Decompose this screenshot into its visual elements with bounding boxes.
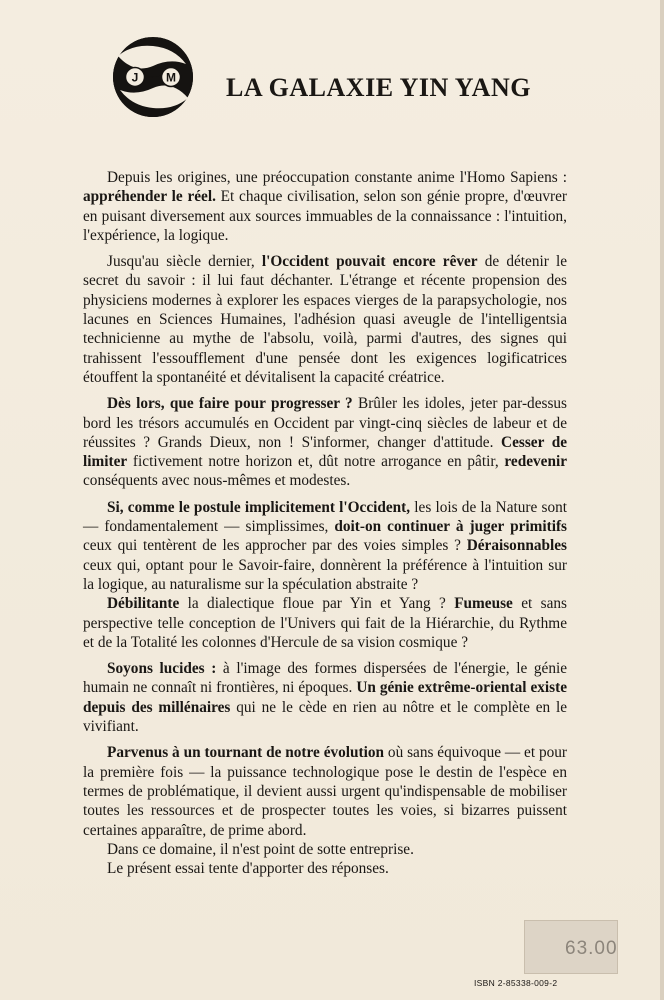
logo-letter-j: J — [131, 70, 139, 85]
p7-text-a: où sans équivoque — et pour la première fois — la puissance technologique pose le destin de l'espèce en termes de problématique, il devient aussi urgent qu'indispensable de mobiliser toutes les ressources et de prospecter toutes les voies, si bizarres puissent certaines apparaître, de prime abord. — [83, 744, 567, 839]
p4-bold-1: Si, comme le postule implicitement l'Occident, — [107, 498, 411, 516]
yin-yang-logo — [112, 36, 194, 118]
paragraph-8: Dans ce domaine, il n'est point de sotte entreprise. — [107, 840, 414, 858]
paragraph-3 — [83, 394, 567, 490]
p3-text-d: conséquents avec nous-mêmes et modestes. — [83, 472, 351, 490]
isbn-number: ISBN 2-85338-009-2 — [474, 978, 558, 988]
paragraph-1 — [83, 168, 567, 245]
p4-bold-2: doit-on continuer à juger primitifs — [334, 518, 567, 536]
p1-bold-1: appréhender le réel. — [83, 188, 216, 206]
p2-text-c: de détenir le secret du savoir : il lui faut déchanter. L'étrange et récente propension des physiciens modernes à explorer les espaces vierges de la parapsychologie, nos lacunes en Sciences Humaines, l'adhésion quasi aveugle de l'intelligentsia technicienne au mythe de l'absolu, voilà, parmi d'autres, des signes qui trahissent l'essoufflement d'une pensée dont les exigences logificatrices étouffent la spontanéité et dévitalisent la capacité créatrice. — [83, 253, 567, 386]
page-edge — [660, 0, 664, 1000]
paragraph-2 — [83, 252, 567, 387]
p1-text-a: Depuis les origines, une préoccupation constante anime l'Homo Sapiens : — [107, 169, 567, 186]
p4-text-c: ceux qui tentèrent de les approcher par des voies simples ? — [83, 537, 467, 555]
blurb-text — [83, 168, 567, 878]
p4-text-a: les lois de la Nature sont — fondamentalement — simplissimes, — [83, 498, 567, 536]
p3-bold-3: redevenir — [504, 453, 567, 471]
p2-bold-1: l'Occident pouvait encore rêver — [261, 253, 478, 271]
p7-bold-1: Parvenus à un tournant de notre évolution — [107, 744, 385, 762]
paragraph-9: Le présent essai tente d'apporter des réponses. — [107, 860, 389, 878]
p5-bold-2: Fumeuse — [454, 595, 513, 613]
p5-text-c: et sans perspective telle conception de l'Univers qui fait de la Hiérarchie, du Rythme et de la Totalité les colonnes d'Hercule de sa vision cosmique ? — [83, 595, 567, 651]
p6-text-a: à l'image des formes dispersées de l'énergie, le génie humain ne connaît ni frontières, ni époques. — [83, 660, 568, 697]
paragraph-6 — [83, 659, 567, 736]
book-title: LA GALAXIE YIN YANG — [226, 73, 531, 102]
paragraph-7 — [83, 743, 567, 839]
p5-text-a: la dialectique floue par Yin et Yang ? — [179, 595, 455, 613]
p6-bold-2: Un génie extrême-oriental existe depuis des millénaires — [83, 679, 567, 716]
p3-bold-1: Dès lors, que faire pour progresser ? — [107, 395, 353, 413]
price-sticker — [524, 920, 618, 974]
p3-text-a: Brûler les idoles, jeter par-dessus bord les trésors accumulés en Occident par vingt-cinq siècles de labeur et de réussites ? Grands Dieux, non ! S'informer, changer d'attitude. — [83, 395, 568, 451]
p2-text-a: Jusqu'au siècle dernier, — [107, 253, 262, 271]
p4-text-d: ceux qui, optant pour le Savoir-faire, donnèrent la préférence à l'intuition sur la logique, au naturalisme sur la spéculation abstraite ? — [83, 556, 567, 593]
p6-bold-1: Soyons lucides : — [107, 660, 217, 678]
p5-bold-1: Débilitante — [107, 595, 180, 613]
p4-bold-3: Déraisonnables — [466, 537, 567, 555]
p3-text-c: fictivement notre horizon et, dût notre arrogance en pâtir, — [127, 453, 505, 471]
price-value: 63.00 — [565, 938, 618, 959]
paragraph-5 — [83, 594, 567, 652]
p6-text-c: qui ne le cède en rien au nôtre et le complète en le vivifiant. — [83, 698, 568, 736]
p3-bold-2: Cesser de limiter — [83, 433, 567, 471]
paragraph-4 — [83, 498, 567, 594]
logo-letter-m: M — [166, 70, 176, 85]
p1-text-c: Et chaque civilisation, selon son génie propre, d'œuvrer en puisant diversement aux sources immuables de la connaissance : l'intuition, l'expérience, la logique. — [83, 188, 567, 244]
